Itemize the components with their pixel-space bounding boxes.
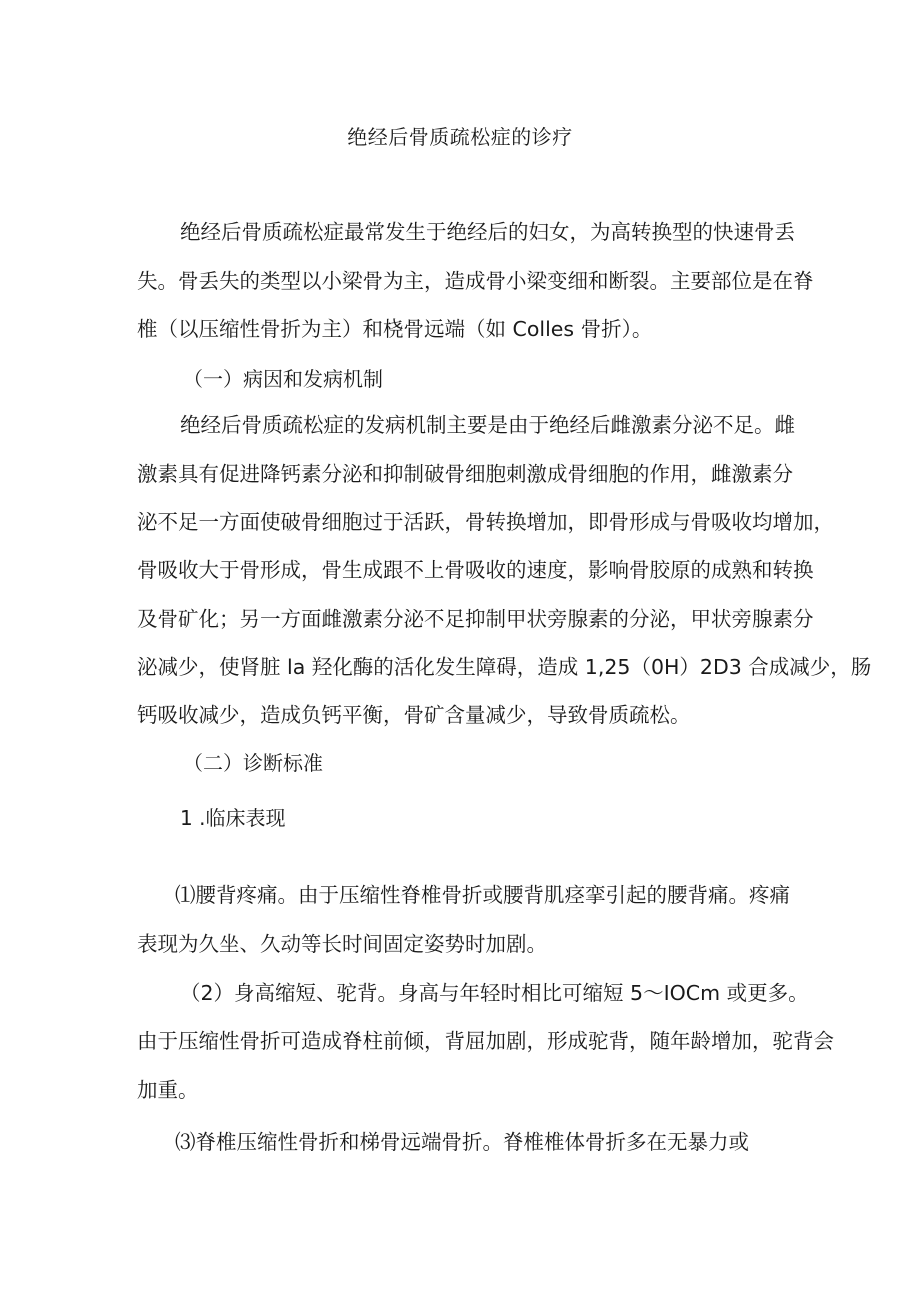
paragraph-line: 泌不足一方面使破骨细胞过于活跃，骨转换增加，即骨形成与骨吸收均增加， [137,510,834,534]
paragraph-line: ⑴腰背疼痛。由于压缩性脊椎骨折或腰背肌痉挛引起的腰背痛。疼痛 [175,883,790,907]
section-heading: （一）病因和发病机制 [183,367,383,391]
paragraph-line: 椎（以压缩性骨折为主）和桡骨远端（如 Colles 骨折）。 [137,317,653,341]
paragraph-line: 激素具有促进降钙素分泌和抑制破骨细胞刺激成骨细胞的作用，雌激素分 [137,462,793,486]
paragraph-line: 由于压缩性骨折可造成脊柱前倾，背屈加剧，形成驼背，随年龄增加，驼背会 [137,1029,834,1053]
section-heading: （二）诊断标准 [183,751,323,775]
paragraph-line: 泌减少，使肾脏 la 羟化酶的活化发生障碍，造成 1,25（0H）2D3 合成减少，肠 [137,655,872,679]
paragraph-line: 失。骨丢失的类型以小梁骨为主，造成骨小梁变细和断裂。主要部位是在脊 [137,269,814,293]
subsection-heading: 1 .临床表现 [180,806,286,830]
paragraph-line: 骨吸收大于骨形成，骨生成跟不上骨吸收的速度，影响骨胶原的成熟和转换 [137,558,814,582]
paragraph-line: ⑶脊椎压缩性骨折和梯骨远端骨折。脊椎椎体骨折多在无暴力或 [175,1130,749,1154]
paragraph-line: 绝经后骨质疏松症的发病机制主要是由于绝经后雌激素分泌不足。雌 [180,413,795,437]
document-title: 绝经后骨质疏松症的诊疗 [347,125,573,149]
paragraph-line: （2）身高缩短、驼背。身高与年轻时相比可缩短 5～IOCm 或更多。 [180,981,809,1005]
paragraph-line: 表现为久坐、久动等长时间固定姿势时加剧。 [137,932,547,956]
paragraph-line: 及骨矿化；另一方面雌激素分泌不足抑制甲状旁腺素的分泌，甲状旁腺素分 [137,607,814,631]
paragraph-line: 加重。 [137,1078,199,1102]
paragraph-line: 绝经后骨质疏松症最常发生于绝经后的妇女，为高转换型的快速骨丢 [180,220,795,244]
paragraph-line: 钙吸收减少，造成负钙平衡，骨矿含量减少，导致骨质疏松。 [137,703,691,727]
